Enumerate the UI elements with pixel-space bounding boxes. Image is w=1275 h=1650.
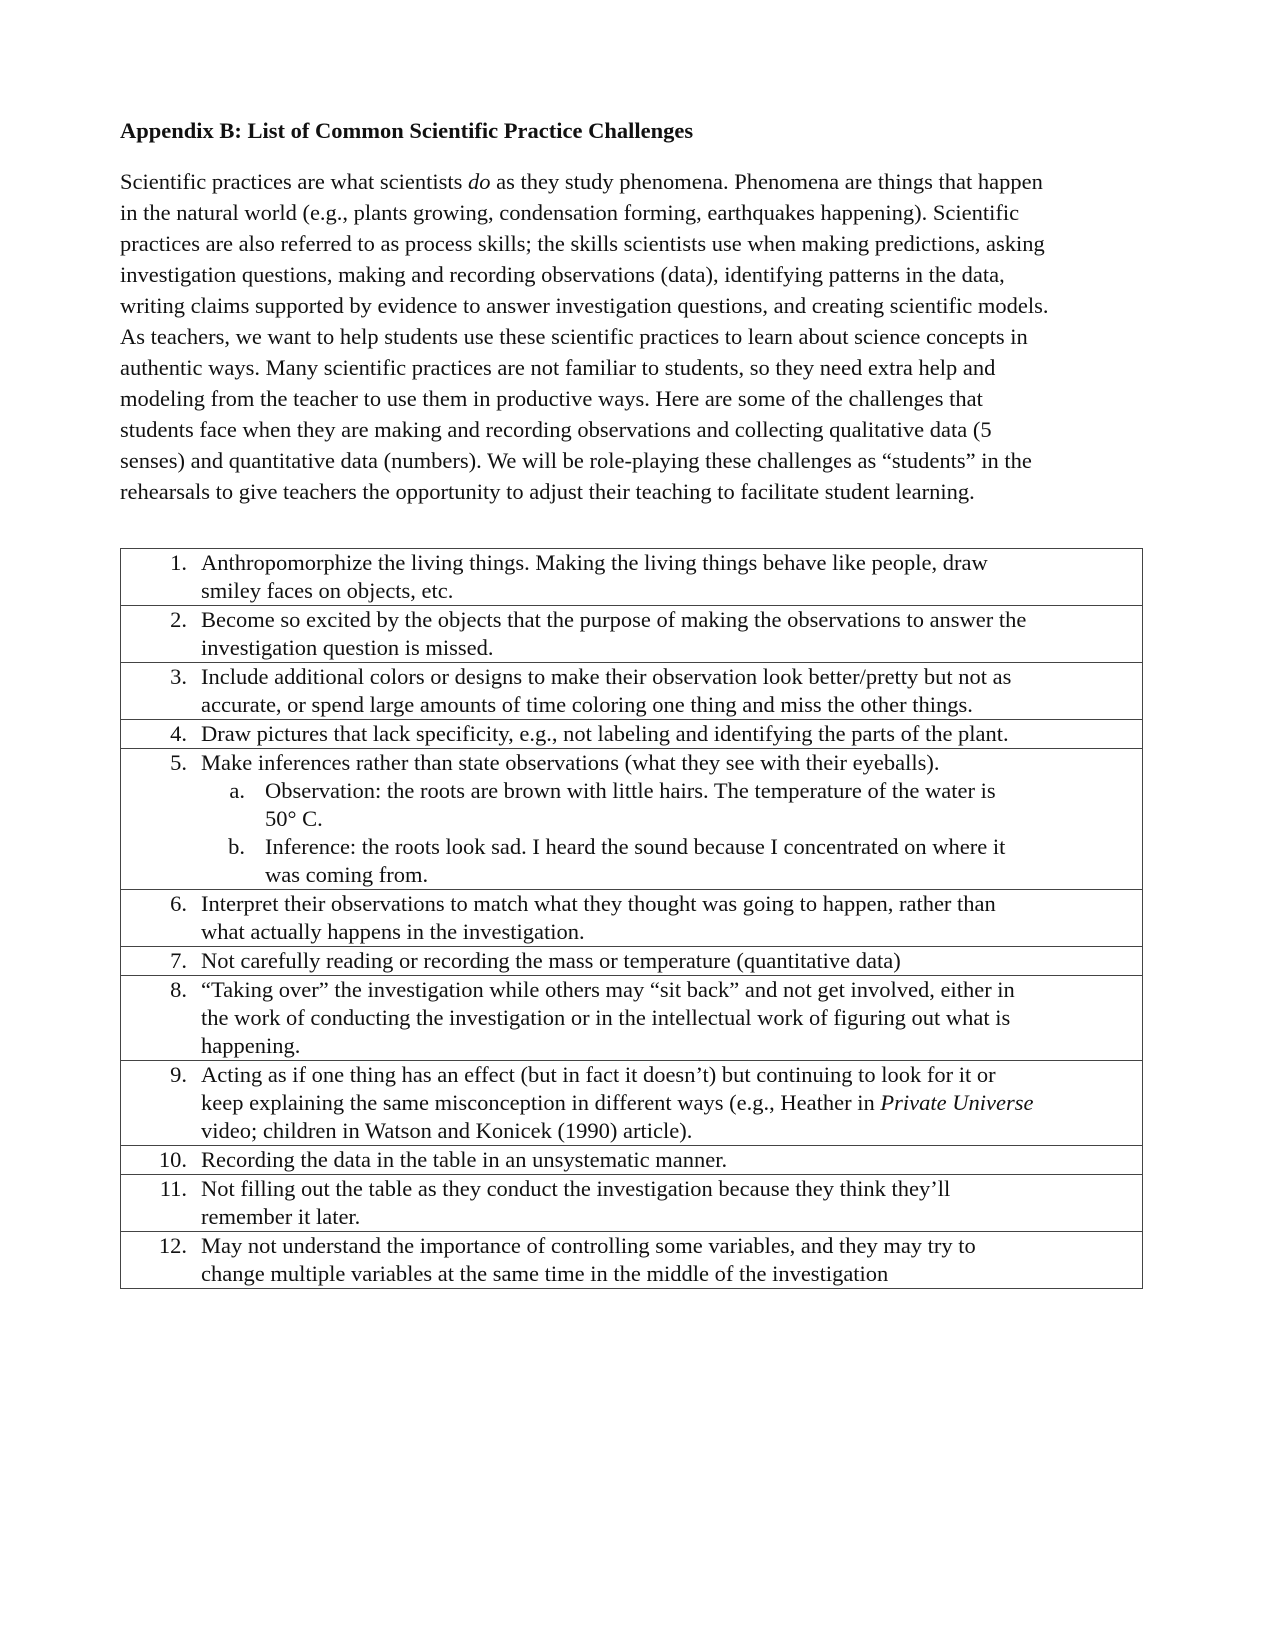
challenge-line: accurate, or spend large amounts of time coloring one thing and miss the other things. — [201, 692, 973, 717]
challenge-text — [201, 720, 1142, 748]
challenge-line: what actually happens in the investigation. — [201, 919, 585, 944]
challenge-line: Not carefully reading or recording the mass or temperature (quantitative data) — [201, 948, 901, 973]
challenge-row — [121, 663, 1143, 720]
challenge-cell — [121, 720, 1143, 749]
challenge-cell — [121, 1146, 1143, 1175]
challenge-number: 7. — [170, 948, 187, 973]
sub-item — [201, 777, 1142, 833]
challenge-line: remember it later. — [201, 1204, 361, 1229]
challenge-line: Include additional colors or designs to make their observation look better/pretty but not as — [201, 664, 1012, 689]
challenge-row — [121, 606, 1143, 663]
challenge-line: happening. — [201, 1033, 301, 1058]
challenge-cell — [121, 890, 1143, 947]
challenge-number: 6. — [170, 891, 187, 916]
challenge-line: Anthropomorphize the living things. Making the living things behave like people, draw — [201, 550, 988, 575]
challenge-row — [121, 1061, 1143, 1146]
challenge-text — [201, 1061, 1142, 1145]
challenge-text — [201, 663, 1142, 719]
sub-item-text — [265, 833, 1142, 889]
challenge-row — [121, 1175, 1143, 1232]
challenge-row — [121, 976, 1143, 1061]
challenge-line: the work of conducting the investigation or in the intellectual work of figuring out what is — [201, 1005, 1011, 1030]
sub-item-line: 50° C. — [265, 806, 323, 831]
challenge-line: Make inferences rather than state observations (what they see with their eyeballs). — [201, 750, 940, 775]
sub-item-letter: b. — [228, 834, 245, 859]
challenge-row — [121, 890, 1143, 947]
intro-line: investigation questions, making and recording observations (data), identifying patterns in the data, — [120, 262, 1005, 287]
challenge-line: smiley faces on objects, etc. — [201, 578, 454, 603]
page-heading: Appendix B: List of Common Scientific Practice Challenges — [120, 118, 694, 143]
challenge-number: 8. — [170, 977, 187, 1002]
challenge-cell — [121, 976, 1143, 1061]
intro-paragraph — [120, 166, 1120, 507]
challenge-line: Not filling out the table as they conduct the investigation because they think they’ll — [201, 1176, 951, 1201]
challenge-number: 4. — [170, 721, 187, 746]
challenge-text — [201, 549, 1142, 605]
intro-line: senses) and quantitative data (numbers). We will be role-playing these challenges as “students” in the — [120, 448, 1032, 473]
challenge-number: 10. — [158, 1147, 187, 1172]
challenge-cell — [121, 663, 1143, 720]
challenge-line: investigation question is missed. — [201, 635, 494, 660]
challenge-cell — [121, 1175, 1143, 1232]
challenge-text — [201, 1175, 1142, 1231]
challenge-number: 1. — [170, 550, 187, 575]
challenge-row — [121, 720, 1143, 749]
intro-line: authentic ways. Many scientific practices are not familiar to students, so they need extra help and — [120, 355, 996, 380]
intro-line: practices are also referred to as process skills; the skills scientists use when making predictions, asking — [120, 231, 1045, 256]
intro-line: As teachers, we want to help students use these scientific practices to learn about science concepts in — [120, 324, 1028, 349]
challenge-text — [201, 947, 1142, 975]
challenge-number: 9. — [170, 1062, 187, 1087]
challenge-cell — [121, 1232, 1143, 1289]
challenge-row — [121, 749, 1143, 890]
challenge-cell — [121, 549, 1143, 606]
challenge-line: video; children in Watson and Konicek (1990) article). — [201, 1118, 693, 1143]
challenge-cell — [121, 947, 1143, 976]
intro-line: rehearsals to give teachers the opportunity to adjust their teaching to facilitate student learning. — [120, 479, 975, 504]
sub-item-letter: a. — [229, 778, 245, 803]
challenge-text — [201, 1146, 1142, 1174]
challenge-number: 12. — [158, 1233, 187, 1258]
challenge-line: “Taking over” the investigation while others may “sit back” and not get involved, either in — [201, 977, 1015, 1002]
video-title: Private Universe — [880, 1090, 1034, 1115]
challenge-line: Become so excited by the objects that the purpose of making the observations to answer the — [201, 607, 1027, 632]
challenge-text — [201, 890, 1142, 946]
challenge-cell — [121, 1061, 1143, 1146]
sub-item — [201, 833, 1142, 889]
challenge-line: Interpret their observations to match what they thought was going to happen, rather than — [201, 891, 996, 916]
challenge-line: keep explaining the same misconception in different ways (e.g., Heather in Private Universe — [201, 1090, 1034, 1115]
intro-line: in the natural world (e.g., plants growing, condensation forming, earthquakes happening). Scientific — [120, 200, 1020, 225]
challenge-cell — [121, 749, 1143, 890]
challenge-number: 2. — [170, 607, 187, 632]
challenge-line: Recording the data in the table in an unsystematic manner. — [201, 1147, 728, 1172]
sub-item-text — [265, 777, 1142, 833]
intro-line: writing claims supported by evidence to answer investigation questions, and creating scientific models. — [120, 293, 1049, 318]
intro-line: Scientific practices are what scientists do as they study phenomena. Phenomena are things that happen — [120, 169, 1043, 194]
challenge-cell — [121, 606, 1143, 663]
sub-item-line: Observation: the roots are brown with little hairs. The temperature of the water is — [265, 778, 996, 803]
challenge-row — [121, 549, 1143, 606]
sub-item-line: was coming from. — [265, 862, 429, 887]
intro-line: students face when they are making and recording observations and collecting qualitative data (5 — [120, 417, 992, 442]
challenge-line: Draw pictures that lack specificity, e.g., not labeling and identifying the parts of the plant. — [201, 721, 1009, 746]
sub-item-line: Inference: the roots look sad. I heard the sound because I concentrated on where it — [265, 834, 1006, 859]
challenge-line: Acting as if one thing has an effect (but in fact it doesn’t) but continuing to look for it or — [201, 1062, 996, 1087]
challenge-line: May not understand the importance of controlling some variables, and they may try to — [201, 1233, 976, 1258]
challenge-number: 11. — [159, 1176, 187, 1201]
challenge-text — [201, 1232, 1142, 1288]
challenge-line: change multiple variables at the same time in the middle of the investigation — [201, 1261, 889, 1286]
challenge-number: 5. — [170, 750, 187, 775]
challenge-row — [121, 1146, 1143, 1175]
intro-line: modeling from the teacher to use them in productive ways. Here are some of the challenges that — [120, 386, 983, 411]
challenge-row — [121, 1232, 1143, 1289]
challenge-row — [121, 947, 1143, 976]
emphasis-do: do — [468, 169, 491, 194]
challenge-text — [201, 976, 1142, 1060]
challenge-number: 3. — [170, 664, 187, 689]
challenge-text — [201, 606, 1142, 662]
challenge-text — [201, 749, 1142, 889]
challenges-table — [120, 548, 1143, 1289]
